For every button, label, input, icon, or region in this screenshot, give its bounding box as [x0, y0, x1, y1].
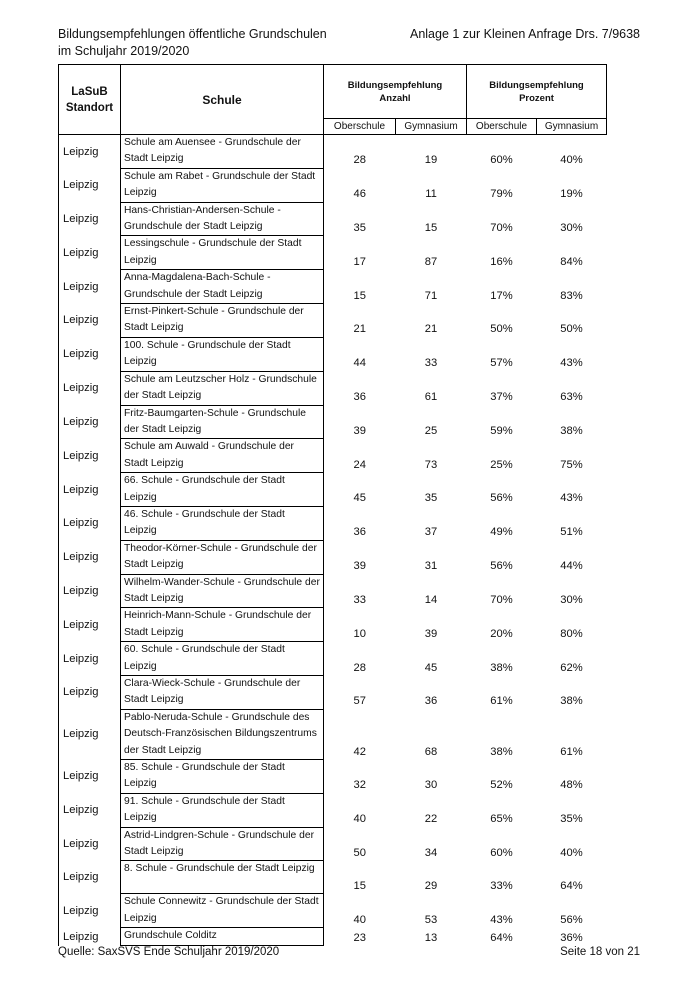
- table-row: [59, 793, 607, 827]
- column-header-school: Schule: [121, 65, 324, 135]
- school-name-cell: Wilhelm-Wander-Schule - Grundschule der Stadt Leipzig: [121, 574, 324, 608]
- table-row: [59, 540, 607, 574]
- gymnasium-count-cell: 31: [424, 560, 438, 573]
- gymnasium-count-cell: 45: [424, 661, 438, 674]
- oberschule-percent-cell: 20%: [490, 627, 513, 640]
- school-name-cell: 66. Schule - Grundschule der Stadt Leipzig: [121, 473, 324, 507]
- school-name-cell: Lessingschule - Grundschule der Stadt Leipzig: [121, 236, 324, 270]
- table-row: [59, 473, 607, 507]
- gymnasium-percent-cell: 40%: [560, 846, 583, 859]
- table-body: [59, 135, 607, 946]
- location-cell: Leipzig: [59, 894, 121, 928]
- table-row: [59, 405, 607, 439]
- subheader-oberschule-percent: Oberschule: [467, 119, 537, 135]
- location-cell: Leipzig: [59, 608, 121, 642]
- location-cell: Leipzig: [59, 827, 121, 861]
- table-row: [59, 202, 607, 236]
- location-cell: Leipzig: [59, 202, 121, 236]
- gymnasium-percent-cell: 63%: [560, 391, 583, 403]
- oberschule-count-cell: 36: [353, 391, 366, 403]
- school-name-cell: Anna-Magdalena-Bach-Schule - Grundschule der Stadt Leipzig: [121, 270, 324, 304]
- gymnasium-count-cell: 37: [424, 526, 438, 539]
- source-note: Quelle: SaxSVS Ende Schuljahr 2019/2020: [58, 946, 280, 958]
- oberschule-count-cell: 39: [353, 424, 366, 437]
- oberschule-percent-cell: 60%: [490, 846, 513, 859]
- oberschule-percent-cell: 37%: [490, 391, 513, 403]
- gymnasium-count-cell: 14: [424, 593, 438, 606]
- gymnasium-count-cell: 68: [424, 745, 438, 758]
- gymnasium-percent-cell: 38%: [560, 424, 583, 437]
- gymnasium-count-cell: 34: [424, 846, 438, 859]
- school-name-cell: 8. Schule - Grundschule der Stadt Leipzig: [121, 861, 324, 894]
- oberschule-count-cell: 39: [353, 560, 366, 573]
- gymnasium-count-cell: 13: [424, 931, 438, 944]
- oberschule-count-cell: 23: [353, 931, 366, 944]
- table-row: [59, 439, 607, 473]
- gymnasium-percent-cell: 43%: [560, 492, 583, 505]
- table-row: [59, 827, 607, 861]
- document-title-line-2: im Schuljahr 2019/2020: [58, 44, 190, 58]
- oberschule-count-cell: 44: [353, 357, 366, 370]
- table-row: [59, 861, 607, 894]
- table-row: [59, 337, 607, 371]
- oberschule-count-cell: 10: [353, 627, 366, 640]
- gymnasium-percent-cell: 62%: [560, 661, 583, 674]
- oberschule-count-cell: 28: [353, 661, 366, 674]
- oberschule-count-cell: 35: [353, 221, 366, 234]
- location-cell: Leipzig: [59, 574, 121, 608]
- oberschule-percent-cell: 25%: [490, 458, 513, 471]
- oberschule-percent-cell: 38%: [490, 661, 513, 674]
- school-name-cell: 100. Schule - Grundschule der Stadt Leipzig: [121, 337, 324, 371]
- gymnasium-count-cell: 35: [424, 492, 438, 505]
- school-name-cell: Grundschule Colditz: [121, 928, 324, 946]
- table-row: [59, 236, 607, 270]
- location-cell: Leipzig: [59, 793, 121, 827]
- oberschule-percent-cell: 17%: [490, 289, 513, 302]
- school-name-cell: Schule am Leutzscher Holz - Grundschule der Stadt Leipzig: [121, 371, 324, 405]
- location-cell: Leipzig: [59, 168, 121, 202]
- oberschule-percent-cell: 56%: [490, 560, 513, 573]
- group-header-percent: Bildungsempfehlung Prozent: [467, 65, 607, 119]
- oberschule-percent-cell: 59%: [490, 424, 513, 437]
- oberschule-percent-cell: 61%: [490, 695, 513, 708]
- document-title: [58, 26, 327, 60]
- school-name-cell: Schule am Auensee - Grundschule der Stadt Leipzig: [121, 135, 324, 169]
- oberschule-count-cell: 42: [353, 745, 366, 758]
- table-row: [59, 506, 607, 540]
- table-row: [59, 270, 607, 304]
- gymnasium-count-cell: 39: [424, 627, 438, 640]
- gymnasium-count-cell: 19: [424, 154, 438, 167]
- location-cell: Leipzig: [59, 439, 121, 473]
- subheader-gymnasium-count: Gymnasium: [396, 119, 467, 135]
- oberschule-percent-cell: 64%: [490, 931, 513, 944]
- location-cell: Leipzig: [59, 270, 121, 304]
- school-name-cell: 91. Schule - Grundschule der Stadt Leipzig: [121, 793, 324, 827]
- school-name-cell: Schule am Auwald - Grundschule der Stadt Leipzig: [121, 439, 324, 473]
- gymnasium-count-cell: 61: [424, 391, 438, 403]
- oberschule-count-cell: 15: [353, 879, 366, 892]
- oberschule-count-cell: 40: [353, 813, 366, 826]
- subheader-oberschule-count: Oberschule: [324, 119, 396, 135]
- gymnasium-percent-cell: 56%: [560, 913, 583, 926]
- oberschule-percent-cell: 56%: [490, 492, 513, 505]
- gymnasium-percent-cell: 38%: [560, 695, 583, 708]
- oberschule-count-cell: 32: [353, 779, 366, 792]
- gymnasium-count-cell: 73: [424, 458, 438, 471]
- table-row: [59, 168, 607, 202]
- oberschule-percent-cell: 49%: [490, 526, 513, 539]
- gymnasium-count-cell: 87: [424, 255, 438, 268]
- school-name-cell: Schule Connewitz - Grundschule der Stadt Leipzig: [121, 894, 324, 928]
- gymnasium-percent-cell: 30%: [560, 593, 583, 606]
- school-name-cell: Pablo-Neruda-Schule - Grundschule des Deutsch-Französischen Bildungszentrums der Stadt Leipzig: [121, 709, 324, 759]
- gymnasium-percent-cell: 64%: [560, 879, 583, 892]
- oberschule-percent-cell: 65%: [490, 813, 513, 826]
- table-row: [59, 574, 607, 608]
- gymnasium-count-cell: 11: [425, 188, 437, 201]
- location-cell: Leipzig: [59, 928, 121, 946]
- school-name-cell: 60. Schule - Grundschule der Stadt Leipzig: [121, 642, 324, 676]
- location-cell: Leipzig: [59, 861, 121, 894]
- group-header-count: Bildungsempfehlung Anzahl: [324, 65, 467, 119]
- school-name-cell: Theodor-Körner-Schule - Grundschule der Stadt Leipzig: [121, 540, 324, 574]
- location-cell: Leipzig: [59, 709, 121, 759]
- gymnasium-count-cell: 71: [424, 289, 438, 302]
- oberschule-percent-cell: 60%: [490, 154, 513, 167]
- gymnasium-percent-cell: 84%: [560, 255, 583, 268]
- table-row: [59, 928, 607, 946]
- gymnasium-percent-cell: 61%: [560, 745, 583, 758]
- oberschule-percent-cell: 16%: [490, 255, 513, 268]
- table-row: [59, 676, 607, 710]
- gymnasium-percent-cell: 35%: [560, 813, 583, 826]
- oberschule-percent-cell: 52%: [490, 779, 513, 792]
- oberschule-percent-cell: 57%: [490, 357, 513, 370]
- table-row: [59, 371, 607, 405]
- gymnasium-count-cell: 25: [424, 424, 438, 437]
- oberschule-count-cell: 46: [353, 188, 366, 201]
- gymnasium-count-cell: 33: [424, 357, 438, 370]
- oberschule-percent-cell: 70%: [490, 593, 513, 606]
- oberschule-percent-cell: 38%: [490, 745, 513, 758]
- gymnasium-percent-cell: 51%: [560, 526, 583, 539]
- table-row: [59, 642, 607, 676]
- school-name-cell: Heinrich-Mann-Schule - Grundschule der Stadt Leipzig: [121, 608, 324, 642]
- oberschule-count-cell: 45: [353, 492, 366, 505]
- location-cell: Leipzig: [59, 135, 121, 169]
- location-cell: Leipzig: [59, 337, 121, 371]
- school-name-cell: 46. Schule - Grundschule der Stadt Leipzig: [121, 506, 324, 540]
- oberschule-count-cell: 21: [353, 323, 366, 336]
- gymnasium-count-cell: 21: [424, 323, 438, 336]
- oberschule-percent-cell: 70%: [490, 221, 513, 234]
- oberschule-percent-cell: 50%: [490, 323, 513, 336]
- location-cell: Leipzig: [59, 371, 121, 405]
- gymnasium-percent-cell: 40%: [560, 154, 583, 167]
- gymnasium-count-cell: 15: [424, 221, 438, 234]
- oberschule-percent-cell: 79%: [490, 188, 513, 201]
- gymnasium-percent-cell: 80%: [560, 627, 583, 640]
- table-row: [59, 760, 607, 794]
- annex-reference: Anlage 1 zur Kleinen Anfrage Drs. 7/9638: [409, 27, 640, 41]
- oberschule-count-cell: 33: [353, 593, 366, 606]
- oberschule-count-cell: 24: [353, 458, 366, 471]
- oberschule-count-cell: 50: [353, 846, 366, 859]
- gymnasium-percent-cell: 43%: [560, 357, 583, 370]
- location-cell: Leipzig: [59, 676, 121, 710]
- gymnasium-count-cell: 36: [424, 695, 438, 708]
- gymnasium-percent-cell: 48%: [560, 779, 583, 792]
- gymnasium-percent-cell: 30%: [560, 221, 583, 234]
- school-name-cell: Clara-Wieck-Schule - Grundschule der Stadt Leipzig: [121, 676, 324, 710]
- gymnasium-percent-cell: 19%: [560, 188, 583, 201]
- location-cell: Leipzig: [59, 760, 121, 794]
- school-name-cell: Fritz-Baumgarten-Schule - Grundschule der Stadt Leipzig: [121, 405, 324, 439]
- gymnasium-percent-cell: 44%: [560, 560, 583, 573]
- table-row: [59, 894, 607, 928]
- table-row: [59, 709, 607, 759]
- school-name-cell: Ernst-Pinkert-Schule - Grundschule der Stadt Leipzig: [121, 304, 324, 338]
- oberschule-count-cell: 57: [353, 695, 366, 708]
- location-cell: Leipzig: [59, 405, 121, 439]
- gymnasium-count-cell: 29: [424, 879, 438, 892]
- column-header-location: LaSuB Standort: [59, 65, 121, 135]
- gymnasium-percent-cell: 75%: [560, 458, 583, 471]
- table-row: [59, 135, 607, 169]
- gymnasium-count-cell: 22: [424, 813, 438, 826]
- gymnasium-count-cell: 30: [424, 779, 438, 792]
- oberschule-count-cell: 40: [353, 913, 366, 926]
- school-name-cell: 85. Schule - Grundschule der Stadt Leipzig: [121, 760, 324, 794]
- location-cell: Leipzig: [59, 540, 121, 574]
- gymnasium-count-cell: 53: [424, 913, 438, 926]
- recommendation-table: [58, 64, 607, 946]
- location-cell: Leipzig: [59, 642, 121, 676]
- gymnasium-percent-cell: 83%: [560, 289, 583, 302]
- location-cell: Leipzig: [59, 506, 121, 540]
- oberschule-count-cell: 36: [353, 526, 366, 539]
- school-name-cell: Schule am Rabet - Grundschule der Stadt Leipzig: [121, 168, 324, 202]
- oberschule-count-cell: 15: [353, 289, 366, 302]
- location-cell: Leipzig: [59, 304, 121, 338]
- oberschule-count-cell: 17: [353, 255, 366, 268]
- oberschule-percent-cell: 43%: [490, 913, 513, 926]
- location-cell: Leipzig: [59, 236, 121, 270]
- table-row: [59, 304, 607, 338]
- gymnasium-percent-cell: 36%: [560, 931, 583, 944]
- subheader-gymnasium-percent: Gymnasium: [537, 119, 607, 135]
- document-title-line-1: Bildungsempfehlungen öffentliche Grundschulen: [58, 27, 327, 41]
- school-name-cell: Astrid-Lindgren-Schule - Grundschule der Stadt Leipzig: [121, 827, 324, 861]
- oberschule-percent-cell: 33%: [490, 879, 513, 892]
- location-cell: Leipzig: [59, 473, 121, 507]
- gymnasium-percent-cell: 50%: [560, 323, 583, 336]
- school-name-cell: Hans-Christian-Andersen-Schule - Grundschule der Stadt Leipzig: [121, 202, 324, 236]
- table-row: [59, 608, 607, 642]
- page-number: Seite 18 von 21: [560, 946, 640, 958]
- oberschule-count-cell: 28: [353, 154, 366, 167]
